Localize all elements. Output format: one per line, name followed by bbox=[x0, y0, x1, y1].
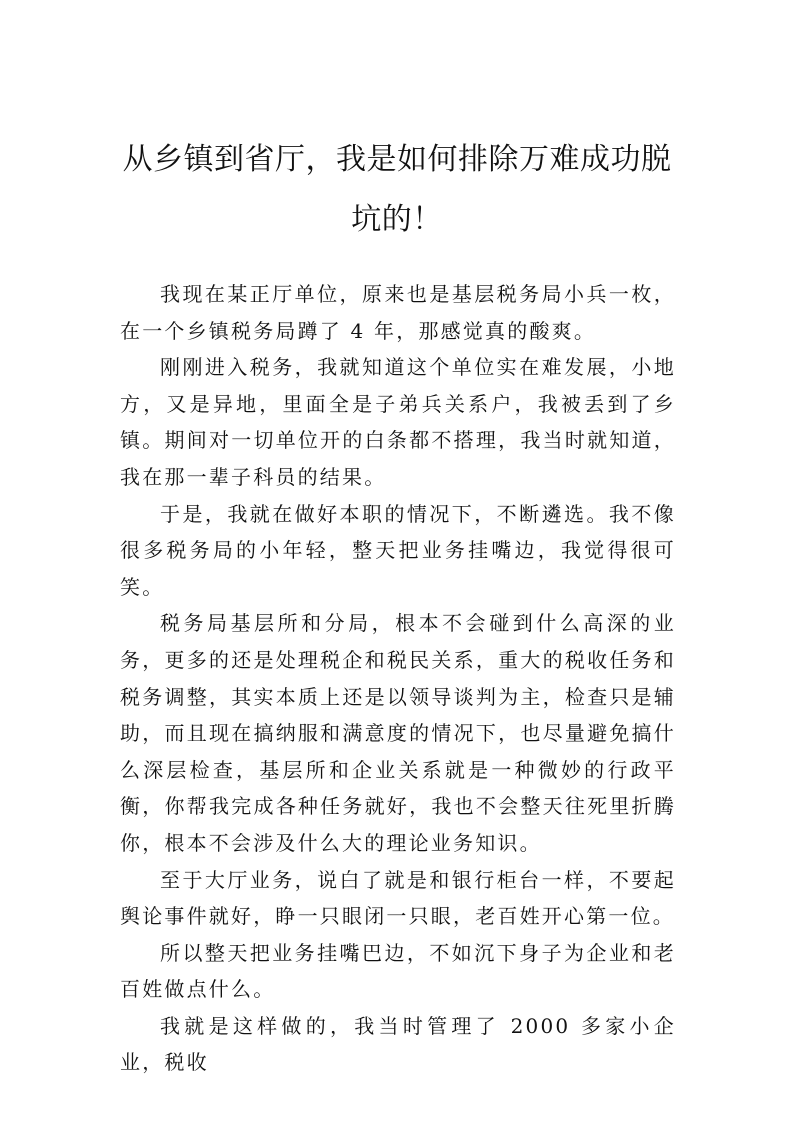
paragraph-7: 我就是这样做的，我当时管理了 2000 多家小企业，税收 bbox=[120, 1013, 676, 1075]
paragraph-5: 至于大厅业务，说白了就是和银行柜台一样，不要起舆论事件就好，睁一只眼闭一只眼，老百姓开心第一位。 bbox=[120, 867, 676, 929]
paragraph-2: 刚刚进入税务，我就知道这个单位实在难发展，小地方，又是异地，里面全是子弟兵关系户，我被丢到了乡镇。期间对一切单位开的白条都不搭理，我当时就知道，我在那一辈子科员的结果。 bbox=[120, 355, 676, 489]
paragraph-6: 所以整天把业务挂嘴巴边，不如沉下身子为企业和老百姓做点什么。 bbox=[120, 940, 676, 1002]
paragraph-3: 于是，我就在做好本职的情况下，不断遴选。我不像很多税务局的小年轻，整天把业务挂嘴边，我觉得很可笑。 bbox=[120, 501, 676, 599]
article-body bbox=[120, 276, 676, 1081]
article-title bbox=[120, 130, 674, 250]
title-line-2: 坑的！ bbox=[351, 202, 443, 237]
paragraph-1: 我现在某正厅单位，原来也是基层税务局小兵一枚，在一个乡镇税务局蹲了 4 年，那感觉真的酸爽。 bbox=[120, 282, 676, 343]
paragraph-4: 税务局基层所和分局，根本不会碰到什么高深的业务，更多的还是处理税企和税民关系，重大的税收任务和税务调整，其实本质上还是以领导谈判为主，检查只是辅助，而且现在搞纳服和满意度的情况下，也尽量避免搞什么深层检查，基层所和企业关系就是一种微妙的行政平衡，你帮我完成各种任务就好，我也不会整天往死里折腾你，根本不会涉及什么大的理论业务知识。 bbox=[120, 611, 676, 855]
title-line-1: 从乡镇到省厅，我是如何排除万难成功脱 bbox=[122, 142, 672, 177]
